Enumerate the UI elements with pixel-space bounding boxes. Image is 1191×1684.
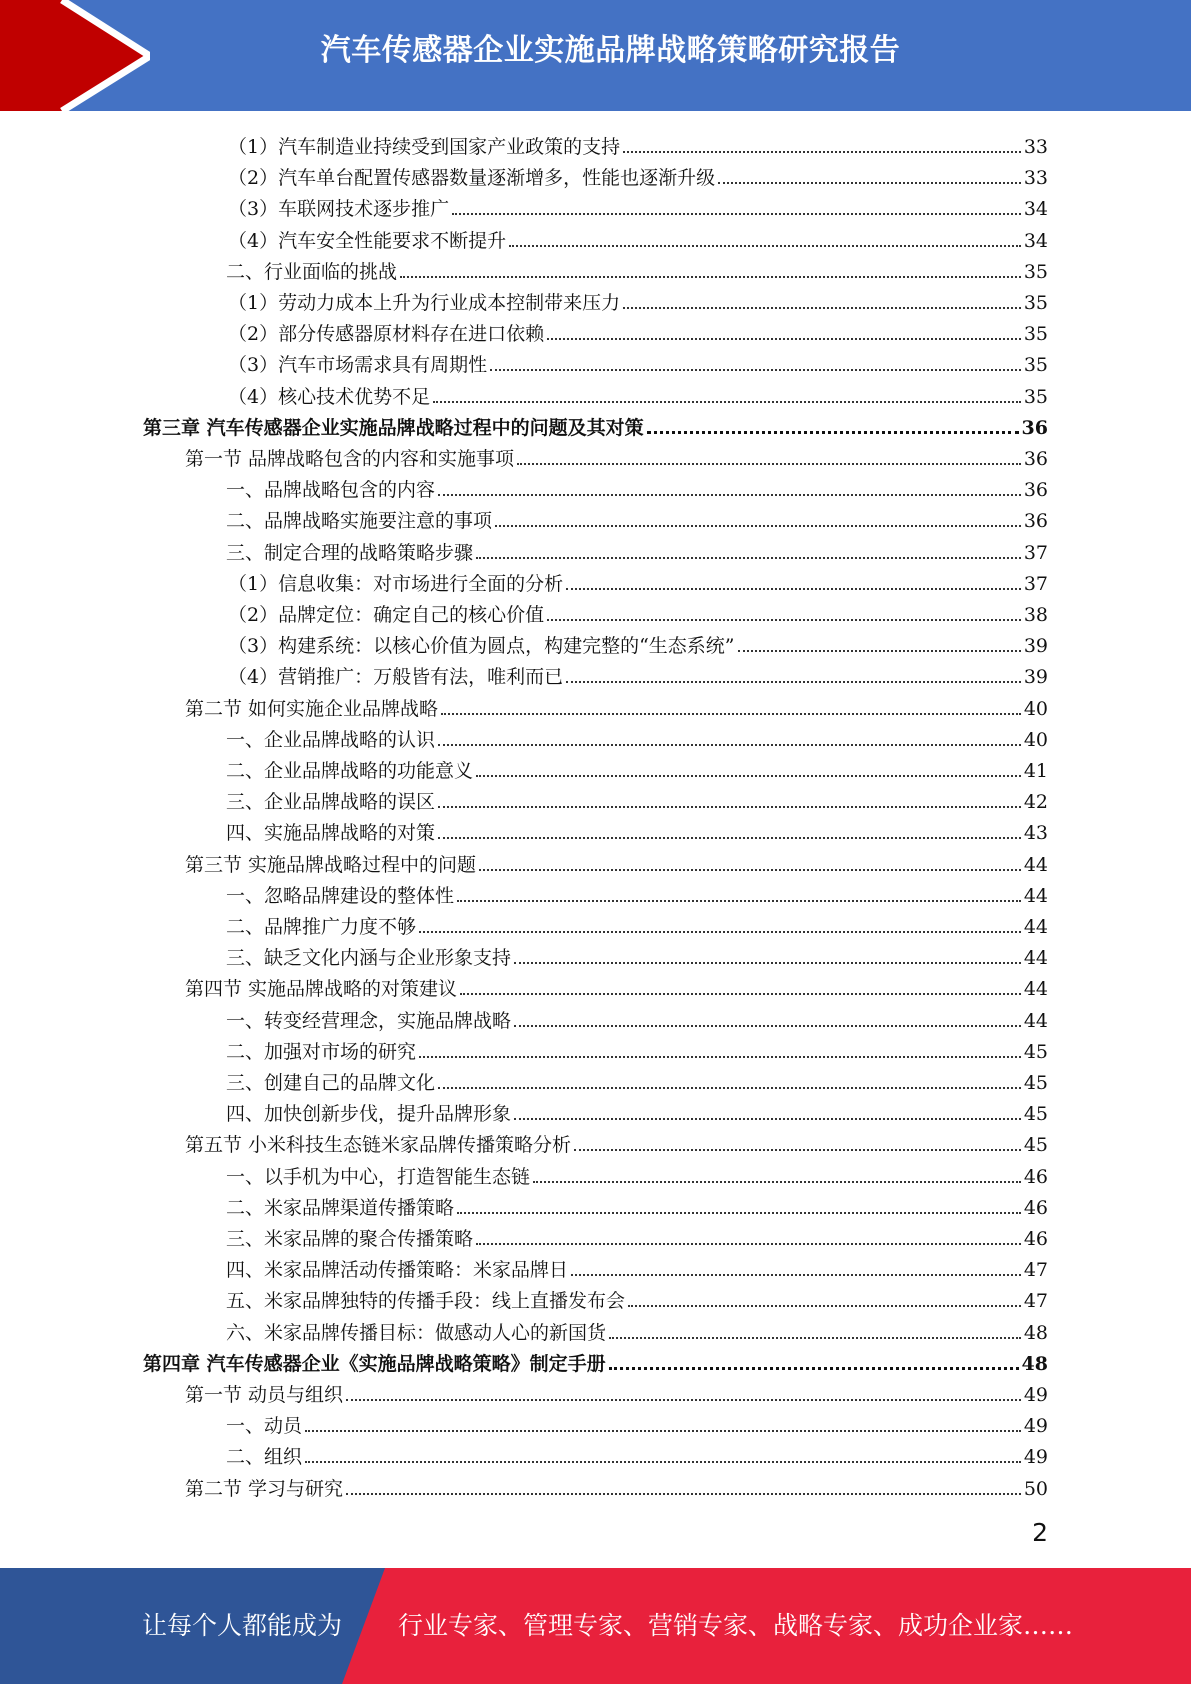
footer-slogan-right: 行业专家、管理专家、营销专家、战略专家、成功企业家…… xyxy=(398,1611,1074,1640)
toc-entry-page: 44 xyxy=(1023,854,1048,876)
page-header xyxy=(0,0,1191,111)
toc-entry-page: 40 xyxy=(1023,729,1048,751)
toc-entry-title: （1）信息收集：对市场进行全面的分析 xyxy=(228,573,564,595)
page-number: 2 xyxy=(1032,1518,1048,1547)
toc-entry-title: （2）汽车单台配置传感器数量逐渐增多，性能也逐渐升级 xyxy=(228,167,716,189)
toc-entry-page: 33 xyxy=(1023,167,1048,189)
toc-entry[interactable] xyxy=(185,1375,1048,1406)
toc-entry[interactable] xyxy=(226,938,1048,969)
toc-entry-title: （3）车联网技术逐步推广 xyxy=(228,198,450,220)
toc-dot-leader xyxy=(533,1181,1021,1183)
toc-dot-leader xyxy=(514,1025,1021,1027)
toc-entry[interactable] xyxy=(226,720,1048,751)
toc-entry-page: 35 xyxy=(1023,386,1048,408)
toc-dot-leader xyxy=(479,869,1021,871)
toc-dot-leader xyxy=(433,401,1021,403)
toc-dot-leader xyxy=(452,213,1021,215)
toc-entry-title: 四、实施品牌战略的对策 xyxy=(226,822,436,844)
toc-entry-page: 48 xyxy=(1023,1322,1048,1344)
toc-dot-leader xyxy=(628,1305,1021,1307)
toc-entry-page: 46 xyxy=(1023,1166,1048,1188)
toc-entry-title: （4）汽车安全性能要求不断提升 xyxy=(228,230,507,252)
toc-entry-title: （3）汽车市场需求具有周期性 xyxy=(228,354,488,376)
toc-entry-title: 四、米家品牌活动传播策略：米家品牌日 xyxy=(226,1259,569,1281)
toc-entry[interactable] xyxy=(226,782,1048,813)
toc-entry[interactable] xyxy=(226,751,1048,782)
toc-entry-title: 三、企业品牌战略的误区 xyxy=(226,791,436,813)
toc-entry-title: 三、缺乏文化内涵与企业形象支持 xyxy=(226,947,512,969)
toc-entry-page: 46 xyxy=(1023,1197,1048,1219)
toc-entry-title: 二、加强对市场的研究 xyxy=(226,1041,417,1063)
toc-dot-leader xyxy=(438,744,1021,746)
document-title: 汽车传感器企业实施品牌战略策略研究报告 xyxy=(320,33,901,68)
toc-entry-title: 第一节 品牌战略包含的内容和实施事项 xyxy=(185,448,515,470)
toc-entry-title: 一、品牌战略包含的内容 xyxy=(226,479,436,501)
toc-entry[interactable] xyxy=(226,1188,1048,1219)
toc-dot-leader xyxy=(571,1274,1021,1276)
toc-entry-title: 第三节 实施品牌战略过程中的问题 xyxy=(185,854,477,876)
toc-dot-leader xyxy=(547,619,1021,621)
toc-entry-page: 33 xyxy=(1023,136,1048,158)
toc-entry-page: 34 xyxy=(1023,230,1048,252)
toc-entry-title: （2）品牌定位：确定自己的核心价值 xyxy=(228,604,545,626)
toc-dot-leader xyxy=(419,931,1021,933)
toc-dot-leader xyxy=(438,806,1021,808)
toc-entry-page: 45 xyxy=(1023,1041,1048,1063)
footer-slogan-left: 让每个人都能成为 xyxy=(142,1611,343,1640)
toc-entry-page: 46 xyxy=(1023,1228,1048,1250)
toc-dot-leader xyxy=(438,837,1021,839)
toc-entry-title: （1）汽车制造业持续受到国家产业政策的支持 xyxy=(228,136,621,158)
toc-entry-title: 一、企业品牌战略的认识 xyxy=(226,729,436,751)
toc-entry-title: 二、米家品牌渠道传播策略 xyxy=(226,1197,455,1219)
toc-entry-title: 第三章 汽车传感器企业实施品牌战略过程中的问题及其对策 xyxy=(143,417,644,439)
toc-dot-leader xyxy=(457,1212,1021,1214)
toc-entry-title: 第五节 小米科技生态链米家品牌传播策略分析 xyxy=(185,1134,572,1156)
toc-entry[interactable] xyxy=(228,283,1048,314)
toc-entry-title: 一、动员 xyxy=(226,1415,303,1437)
toc-dot-leader xyxy=(438,1087,1021,1089)
toc-entry-title: 一、以手机为中心，打造智能生态链 xyxy=(226,1166,531,1188)
toc-entry[interactable] xyxy=(226,501,1048,532)
toc-entry[interactable] xyxy=(226,1406,1048,1437)
toc-entry-page: 49 xyxy=(1023,1446,1048,1468)
toc-entry-page: 45 xyxy=(1023,1103,1048,1125)
toc-entry-page: 47 xyxy=(1023,1290,1048,1312)
toc-entry[interactable] xyxy=(185,969,1048,1000)
toc-entry-page: 47 xyxy=(1023,1259,1048,1281)
toc-entry[interactable] xyxy=(226,1313,1048,1344)
toc-entry[interactable] xyxy=(226,252,1048,283)
toc-entry-title: 五、米家品牌独特的传播手段：线上直播发布会 xyxy=(226,1290,626,1312)
toc-entry[interactable] xyxy=(185,689,1048,720)
toc-entry-page: 34 xyxy=(1023,198,1048,220)
toc-entry[interactable] xyxy=(228,221,1048,252)
toc-dot-leader xyxy=(400,276,1021,278)
toc-dot-leader xyxy=(305,1461,1021,1463)
toc-dot-leader xyxy=(514,1118,1021,1120)
toc-entry-title: 三、创建自己的品牌文化 xyxy=(226,1072,436,1094)
toc-entry[interactable] xyxy=(228,595,1048,626)
toc-entry[interactable] xyxy=(226,1437,1048,1468)
toc-entry-title: 第四章 汽车传感器企业《实施品牌战略策略》制定手册 xyxy=(143,1353,606,1375)
toc-dot-leader xyxy=(476,1243,1021,1245)
toc-entry-page: 35 xyxy=(1023,323,1048,345)
toc-entry-title: 第一节 动员与组织 xyxy=(185,1384,344,1406)
toc-dot-leader xyxy=(490,369,1021,371)
toc-entry[interactable] xyxy=(228,345,1048,376)
toc-entry-page: 36 xyxy=(1021,417,1048,439)
toc-entry[interactable] xyxy=(226,1063,1048,1094)
toc-entry[interactable] xyxy=(228,377,1048,408)
toc-dot-leader xyxy=(609,1337,1021,1339)
toc-entry[interactable] xyxy=(226,1032,1048,1063)
toc-entry[interactable] xyxy=(228,189,1048,220)
toc-entry[interactable] xyxy=(228,564,1048,595)
toc-entry[interactable] xyxy=(228,127,1048,158)
toc-entry[interactable] xyxy=(226,1281,1048,1312)
toc-entry[interactable] xyxy=(185,845,1048,876)
toc-entry-title: （4）营销推广：万般皆有法，唯利而已 xyxy=(228,666,564,688)
toc-dot-leader xyxy=(547,338,1021,340)
toc-entry[interactable] xyxy=(226,907,1048,938)
toc-entry-page: 41 xyxy=(1023,760,1048,782)
toc-entry[interactable] xyxy=(226,470,1048,501)
toc-entry[interactable] xyxy=(226,1219,1048,1250)
toc-entry-page: 35 xyxy=(1023,292,1048,314)
toc-entry-page: 38 xyxy=(1023,604,1048,626)
toc-dot-leader xyxy=(574,1149,1021,1151)
toc-entry[interactable] xyxy=(185,439,1048,470)
toc-entry-page: 39 xyxy=(1023,666,1048,688)
toc-entry[interactable] xyxy=(228,314,1048,345)
toc-entry-title: （4）核心技术优势不足 xyxy=(228,386,431,408)
toc-entry-title: 二、品牌战略实施要注意的事项 xyxy=(226,510,493,532)
toc-entry[interactable] xyxy=(228,158,1048,189)
toc-entry-page: 49 xyxy=(1023,1415,1048,1437)
toc-dot-leader xyxy=(647,431,1019,434)
toc-entry-page: 43 xyxy=(1023,822,1048,844)
toc-entry-page: 44 xyxy=(1023,947,1048,969)
toc-dot-leader xyxy=(623,307,1021,309)
toc-entry-page: 44 xyxy=(1023,885,1048,907)
toc-dot-leader xyxy=(438,494,1021,496)
toc-entry-page: 44 xyxy=(1023,978,1048,1000)
toc-entry[interactable] xyxy=(143,408,1048,439)
toc-dot-leader xyxy=(346,1493,1021,1495)
toc-dot-leader xyxy=(738,650,1021,652)
toc-dot-leader xyxy=(517,463,1021,465)
toc-dot-leader xyxy=(718,182,1021,184)
toc-dot-leader xyxy=(609,1367,1019,1370)
toc-entry-title: 二、品牌推广力度不够 xyxy=(226,916,417,938)
toc-dot-leader xyxy=(514,962,1021,964)
toc-dot-leader xyxy=(476,775,1021,777)
toc-entry-page: 36 xyxy=(1023,479,1048,501)
toc-entry[interactable] xyxy=(226,1157,1048,1188)
toc-entry[interactable] xyxy=(226,876,1048,907)
toc-dot-leader xyxy=(460,993,1021,995)
toc-entry-title: 第二节 如何实施企业品牌战略 xyxy=(185,698,439,720)
toc-entry[interactable] xyxy=(226,813,1048,844)
toc-entry-page: 48 xyxy=(1021,1353,1048,1375)
toc-entry-page: 45 xyxy=(1023,1134,1048,1156)
toc-dot-leader xyxy=(495,525,1021,527)
toc-entry-page: 44 xyxy=(1023,1010,1048,1032)
toc-entry-page: 35 xyxy=(1023,261,1048,283)
toc-entry-page: 49 xyxy=(1023,1384,1048,1406)
toc-entry-title: 三、米家品牌的聚合传播策略 xyxy=(226,1228,474,1250)
toc-dot-leader xyxy=(305,1430,1021,1432)
toc-dot-leader xyxy=(441,713,1021,715)
page-footer xyxy=(0,1568,1191,1684)
toc-entry-title: 二、行业面临的挑战 xyxy=(226,261,398,283)
toc-entry-title: 第四节 实施品牌战略的对策建议 xyxy=(185,978,458,1000)
toc-entry-title: 第二节 学习与研究 xyxy=(185,1478,344,1500)
toc-entry-page: 36 xyxy=(1023,448,1048,470)
toc-dot-leader xyxy=(346,1399,1021,1401)
toc-entry-page: 42 xyxy=(1023,791,1048,813)
toc-entry[interactable] xyxy=(185,1125,1048,1156)
toc-dot-leader xyxy=(476,557,1021,559)
toc-entry[interactable] xyxy=(143,1344,1048,1375)
toc-entry[interactable] xyxy=(185,1469,1048,1500)
toc-dot-leader xyxy=(457,900,1021,902)
toc-entry-page: 37 xyxy=(1023,542,1048,564)
toc-entry[interactable] xyxy=(226,1250,1048,1281)
toc-entry-title: 一、转变经营理念，实施品牌战略 xyxy=(226,1010,512,1032)
toc-entry-title: 二、企业品牌战略的功能意义 xyxy=(226,760,474,782)
toc-entry-page: 37 xyxy=(1023,573,1048,595)
toc-dot-leader xyxy=(566,588,1021,590)
toc-dot-leader xyxy=(623,151,1021,153)
toc-entry-title: 三、制定合理的战略策略步骤 xyxy=(226,542,474,564)
toc-entry-page: 40 xyxy=(1023,698,1048,720)
toc-dot-leader xyxy=(566,681,1021,683)
toc-entry-page: 39 xyxy=(1023,635,1048,657)
toc-entry-title: 二、组织 xyxy=(226,1446,303,1468)
toc-entry-title: （1）劳动力成本上升为行业成本控制带来压力 xyxy=(228,292,621,314)
toc-dot-leader xyxy=(419,1056,1021,1058)
toc-entry-page: 45 xyxy=(1023,1072,1048,1094)
toc-entry-page: 35 xyxy=(1023,354,1048,376)
toc-entry-page: 50 xyxy=(1023,1478,1048,1500)
toc-entry[interactable] xyxy=(228,626,1048,657)
toc-dot-leader xyxy=(509,245,1021,247)
toc-entry-title: 六、米家品牌传播目标：做感动人心的新国货 xyxy=(226,1322,607,1344)
toc-entry-page: 44 xyxy=(1023,916,1048,938)
toc-entry[interactable] xyxy=(226,533,1048,564)
toc-entry-title: 四、加快创新步伐，提升品牌形象 xyxy=(226,1103,512,1125)
toc-entry[interactable] xyxy=(228,657,1048,688)
toc-entry[interactable] xyxy=(226,1094,1048,1125)
toc-entry[interactable] xyxy=(226,1001,1048,1032)
toc-entry-title: （2）部分传感器原材料存在进口依赖 xyxy=(228,323,545,345)
toc-entry-title: 一、忽略品牌建设的整体性 xyxy=(226,885,455,907)
toc-entry-title: （3）构建系统：以核心价值为圆点，构建完整的“生态系统” xyxy=(228,635,735,657)
toc-entry-page: 36 xyxy=(1023,510,1048,532)
